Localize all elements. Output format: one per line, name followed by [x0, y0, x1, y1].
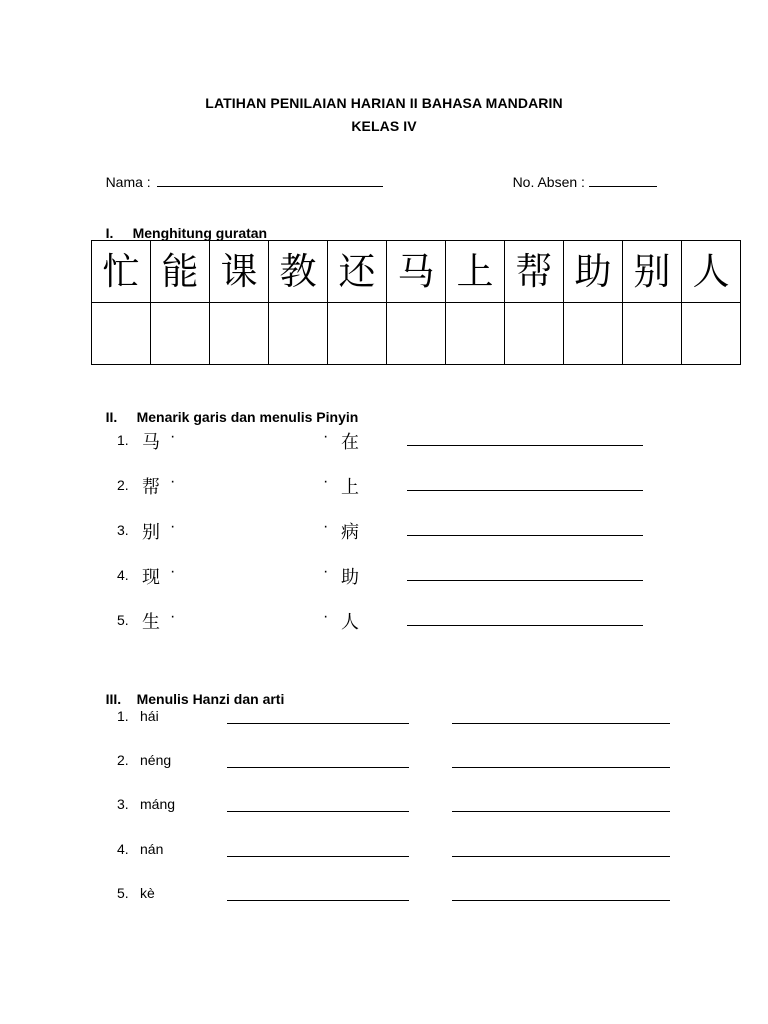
- right-dot[interactable]: ·: [323, 518, 329, 535]
- stroke-count-table: [91, 240, 741, 365]
- hanzi-answer-line[interactable]: [227, 723, 409, 724]
- absen-blank-line[interactable]: [589, 173, 657, 187]
- right-dot[interactable]: ·: [323, 428, 329, 445]
- match-item: [0, 473, 768, 499]
- pinyin-answer-line[interactable]: [407, 490, 643, 491]
- hanzi-answer-line[interactable]: [227, 811, 409, 812]
- pinyin-answer-line[interactable]: [407, 625, 643, 626]
- hanzi-answer-line[interactable]: [227, 900, 409, 901]
- pinyin-answer-line[interactable]: [407, 445, 643, 446]
- table-cell-char: 马: [387, 241, 446, 303]
- answer-cell[interactable]: [623, 303, 682, 365]
- hanzi-item: [0, 885, 768, 909]
- hanzi-item: [0, 708, 768, 732]
- pinyin-prompt: kè: [140, 885, 155, 901]
- character-row: [92, 241, 741, 303]
- name-label: Nama :: [105, 174, 155, 190]
- item-number: 2.: [117, 477, 129, 493]
- left-dot[interactable]: ·: [170, 428, 176, 445]
- table-cell-char: 别: [623, 241, 682, 303]
- answer-cell[interactable]: [210, 303, 269, 365]
- left-character: 马: [142, 432, 160, 453]
- right-character: 人: [341, 612, 359, 633]
- pinyin-prompt: nán: [140, 841, 164, 857]
- table-cell-char: 教: [269, 241, 328, 303]
- meaning-answer-line[interactable]: [452, 811, 670, 812]
- section-3-number: III.: [105, 691, 122, 707]
- item-number: 4.: [117, 841, 129, 857]
- page-title: LATIHAN PENILAIAN HARIAN II BAHASA MANDARIN: [205, 95, 563, 111]
- right-dot[interactable]: ·: [323, 608, 329, 625]
- left-dot[interactable]: ·: [170, 563, 176, 580]
- hanzi-item: [0, 752, 768, 776]
- left-dot[interactable]: ·: [170, 473, 176, 490]
- meaning-answer-line[interactable]: [452, 723, 670, 724]
- answer-row: [92, 303, 741, 365]
- table-cell-char: 助: [564, 241, 623, 303]
- answer-cell[interactable]: [505, 303, 564, 365]
- section-2-number: II.: [105, 409, 118, 425]
- left-character: 生: [142, 612, 160, 633]
- answer-cell[interactable]: [446, 303, 505, 365]
- section-3-title: Menulis Hanzi dan arti: [136, 691, 285, 707]
- table-cell-char: 还: [328, 241, 387, 303]
- answer-cell[interactable]: [328, 303, 387, 365]
- right-character: 病: [341, 522, 359, 543]
- left-character: 现: [142, 567, 160, 588]
- item-number: 5.: [117, 612, 129, 628]
- pinyin-answer-line[interactable]: [407, 535, 643, 536]
- table-cell-char: 忙: [92, 241, 151, 303]
- name-blank-line[interactable]: [157, 173, 383, 187]
- table-cell-char: 上: [446, 241, 505, 303]
- left-dot[interactable]: ·: [170, 608, 176, 625]
- answer-cell[interactable]: [151, 303, 210, 365]
- hanzi-answer-line[interactable]: [227, 856, 409, 857]
- table-cell-char: 能: [151, 241, 210, 303]
- item-number: 5.: [117, 885, 129, 901]
- answer-cell[interactable]: [564, 303, 623, 365]
- item-number: 1.: [117, 432, 129, 448]
- pinyin-answer-line[interactable]: [407, 580, 643, 581]
- right-character: 上: [341, 477, 359, 498]
- match-item: [0, 428, 768, 454]
- pinyin-prompt: hái: [140, 708, 159, 724]
- meaning-answer-line[interactable]: [452, 900, 670, 901]
- answer-cell[interactable]: [387, 303, 446, 365]
- pinyin-prompt: máng: [140, 796, 176, 812]
- meaning-answer-line[interactable]: [452, 856, 670, 857]
- hanzi-answer-line[interactable]: [227, 767, 409, 768]
- right-dot[interactable]: ·: [323, 563, 329, 580]
- absen-field: [497, 157, 657, 206]
- left-dot[interactable]: ·: [170, 518, 176, 535]
- item-number: 2.: [117, 752, 129, 768]
- absen-label: No. Absen :: [512, 174, 589, 190]
- match-item: [0, 518, 768, 544]
- page-subtitle: KELAS IV: [351, 118, 417, 134]
- left-character: 别: [142, 522, 160, 543]
- table-cell-char: 人: [682, 241, 741, 303]
- right-character: 在: [341, 432, 359, 453]
- right-character: 助: [341, 567, 359, 588]
- section-1-number: I.: [105, 225, 114, 241]
- pinyin-prompt: néng: [140, 752, 172, 768]
- answer-cell[interactable]: [682, 303, 741, 365]
- hanzi-item: [0, 841, 768, 865]
- match-item: [0, 608, 768, 634]
- table-cell-char: 课: [210, 241, 269, 303]
- left-character: 帮: [142, 477, 160, 498]
- item-number: 4.: [117, 567, 129, 583]
- item-number: 3.: [117, 522, 129, 538]
- section-1-title: Menghitung guratan: [132, 225, 268, 241]
- name-field: [90, 157, 383, 206]
- item-number: 3.: [117, 796, 129, 812]
- answer-cell[interactable]: [92, 303, 151, 365]
- section-2-title: Menarik garis dan menulis Pinyin: [136, 409, 359, 425]
- item-number: 1.: [117, 708, 129, 724]
- right-dot[interactable]: ·: [323, 473, 329, 490]
- answer-cell[interactable]: [269, 303, 328, 365]
- table-cell-char: 帮: [505, 241, 564, 303]
- meaning-answer-line[interactable]: [452, 767, 670, 768]
- hanzi-item: [0, 796, 768, 820]
- match-item: [0, 563, 768, 589]
